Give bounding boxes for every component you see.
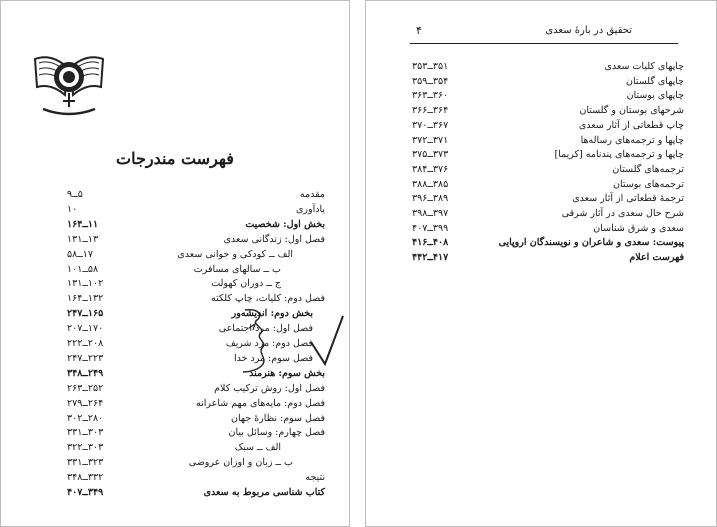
toc-entry-label: ب ــ سالهای مسافرت bbox=[193, 263, 281, 275]
toc-entry-pages: ۳۵۱ــ۳۵۳ bbox=[412, 61, 449, 72]
toc-entry-label: فصل دوم: مرد شریف bbox=[225, 338, 313, 349]
toc-row bbox=[412, 133, 684, 148]
toc-row bbox=[412, 162, 684, 177]
toc-entry-label: فصل اول: روش ترکیب کلام bbox=[214, 382, 325, 394]
toc-entry-label: بخش اول: شخصیت bbox=[245, 218, 325, 230]
toc-entry-pages: ۱۷۰ــ۲۰۷ bbox=[67, 323, 104, 335]
toc-entry-pages: ۲۵۲ــ۲۶۳ bbox=[67, 382, 104, 394]
toc-entry-pages: ۳۶۷ــ۳۷۰ bbox=[412, 119, 449, 131]
toc-row bbox=[67, 470, 325, 485]
toc-entry-pages: ۱۳۲ــ۱۶۴ bbox=[67, 293, 104, 305]
right-page bbox=[365, 0, 717, 527]
toc-entry-pages: ۱۶۵ــ۲۴۷ bbox=[67, 308, 104, 320]
toc-entry-label: یادآوری bbox=[295, 203, 325, 215]
toc-entry-pages: ۵۸ــ۱۰۱ bbox=[67, 263, 99, 275]
toc-row bbox=[67, 455, 325, 470]
toc-row bbox=[67, 202, 325, 217]
toc-row bbox=[67, 276, 325, 291]
toc-row bbox=[412, 235, 684, 250]
toc-entry-pages: ۳۸۹ــ۳۹۶ bbox=[412, 193, 449, 205]
toc-entry-label: چاپهای گلستان bbox=[625, 75, 684, 87]
toc-row bbox=[67, 187, 325, 202]
toc-entry-label: فصل سوم: مرد خدا bbox=[233, 352, 313, 364]
toc-entry-label: شرحهای بوستان و گلستان bbox=[579, 105, 684, 117]
left-page bbox=[0, 0, 350, 527]
toc-entry-pages: ۲۴۹ــ۳۴۸ bbox=[67, 367, 104, 379]
toc-entry-pages: ۳۶۰ــ۳۶۳ bbox=[412, 90, 449, 102]
toc-entry-pages: ۳۴۹ــ۴۰۷ bbox=[67, 487, 104, 498]
toc-entry-pages: ۳۶۴ــ۳۶۶ bbox=[412, 105, 449, 117]
page-number: ۴ bbox=[416, 24, 422, 37]
toc-entry-label: الف ــ کودکی و جوانی سعدی bbox=[177, 248, 293, 260]
toc-row bbox=[412, 206, 684, 221]
running-header bbox=[410, 23, 678, 44]
toc-entry-pages: ۳۹۷ــ۳۹۸ bbox=[412, 208, 449, 219]
toc-row bbox=[67, 485, 325, 500]
toc-row bbox=[67, 247, 325, 262]
toc-entry-label: مقدمه bbox=[299, 189, 325, 200]
toc-entry-pages: ۳۰۳ــ۳۳۱ bbox=[67, 427, 104, 439]
toc-entry-pages: ۳۲۳ــ۳۳۱ bbox=[67, 457, 104, 469]
toc-entry-label: سعدی و شرق شناسان bbox=[593, 222, 684, 234]
toc-entry-label: چاپ قطعاتی از آثار سعدی bbox=[578, 119, 684, 131]
toc-entry-pages: ۱۳ــ۱۳۱ bbox=[67, 233, 99, 245]
toc-entry-label: کتاب شناسی مربوط به سعدی bbox=[203, 487, 325, 498]
toc-entry-label: پیوست: سعدی و شاعران و نویسندگان اروپایی bbox=[498, 237, 684, 249]
toc-entry-pages: ۳۵۴ــ۳۵۹ bbox=[412, 75, 449, 87]
toc-entry-pages: ۲۲۳ــ۲۴۷ bbox=[67, 352, 104, 364]
toc-row bbox=[412, 221, 684, 236]
toc-entry-label: چاپها و ترجمه‌های رساله‌ها bbox=[580, 134, 684, 146]
toc-entry-label: فصل سوم: نظارهٔ جهان bbox=[230, 412, 325, 424]
toc-row bbox=[67, 381, 325, 396]
toc-row bbox=[67, 217, 325, 232]
toc-entry-pages: ۴۱۷ــ۴۴۲ bbox=[412, 252, 449, 264]
toc-entry-label: الف ــ سبک bbox=[234, 442, 281, 454]
toc-row bbox=[412, 147, 684, 162]
toc-entry-label: فصل دوم: کلیات، چاپ کلکته bbox=[211, 293, 325, 305]
toc-row bbox=[412, 250, 684, 265]
toc-entry-pages: ۱۰ bbox=[67, 203, 78, 215]
toc-entry-label: ترجمه‌های گلستان bbox=[612, 163, 684, 175]
toc-entry-label: فهرست اعلام bbox=[629, 252, 684, 264]
toc-row bbox=[67, 291, 325, 306]
toc-row bbox=[67, 232, 325, 247]
toc-row bbox=[67, 440, 325, 455]
toc-row bbox=[412, 74, 684, 89]
toc-entry-label: ج ــ دوران کهولت bbox=[211, 278, 281, 290]
toc-row bbox=[67, 425, 325, 440]
toc-row bbox=[412, 191, 684, 206]
toc-entry-label: فصل اول: مرد اجتماعی bbox=[218, 323, 313, 335]
toc-row bbox=[67, 396, 325, 411]
toc-row bbox=[412, 177, 684, 192]
toc-entry-label: فصل اول: زندگانی سعدی bbox=[223, 233, 325, 245]
toc-entry-pages: ۲۸۰ــ۳۰۲ bbox=[67, 412, 104, 424]
toc-entry-pages: ۳۷۳ــ۳۷۵ bbox=[412, 149, 449, 161]
toc-title: فهرست مندرجات bbox=[116, 149, 234, 168]
toc-entry-label: بخش سوم: هنرمند bbox=[249, 367, 325, 379]
toc-entry-label: ترجمه‌های بوستان bbox=[613, 178, 684, 190]
handwritten-bracket-and-checkmark bbox=[237, 306, 349, 378]
running-header-title: تحقیق در بارهٔ سعدی bbox=[545, 25, 632, 36]
toc-entry-label: ترجمهٔ قطعاتی از آثار سعدی bbox=[572, 193, 684, 205]
toc-entry-label: ب ــ زبان و اوزان عروضی bbox=[188, 457, 293, 469]
toc-row bbox=[412, 59, 684, 74]
toc-entry-pages: ۳۷۱ــ۳۷۲ bbox=[412, 134, 449, 146]
toc-row bbox=[67, 411, 325, 426]
toc-entry-label: فصل دوم: مایه‌های مهم شاعرانه bbox=[196, 397, 325, 409]
toc-entry-pages: ۲۰۸ــ۲۲۲ bbox=[67, 338, 104, 349]
toc-entry-label: بخش دوم: اندیشه‌ور bbox=[231, 308, 313, 320]
emblem-logo bbox=[29, 49, 109, 121]
toc-entry-label: فصل چهارم: وسائل بیان bbox=[228, 427, 325, 439]
toc-entry-label: چاپهای کلیات سعدی bbox=[604, 61, 684, 72]
toc-row bbox=[67, 262, 325, 277]
toc-row bbox=[412, 103, 684, 118]
toc-entry-pages: ۲۶۴ــ۲۷۹ bbox=[67, 397, 104, 409]
toc-entry-pages: ۳۳۲ــ۳۴۸ bbox=[67, 472, 104, 484]
toc-entry-pages: ۵ــ۹ bbox=[67, 189, 83, 200]
toc-entry-pages: ۳۰۳ــ۳۲۲ bbox=[67, 442, 104, 454]
toc-entry-pages: ۱۱ــ۱۶۴ bbox=[67, 218, 99, 230]
toc-entry-pages: ۳۹۹ــ۴۰۷ bbox=[412, 222, 449, 234]
toc-entry-label: شرح حال سعدی در آثار شرقی bbox=[561, 208, 684, 219]
toc-entry-label: چاپهای بوستان bbox=[626, 90, 684, 102]
toc-entry-label: چاپها و ترجمه‌های پندنامه [کریما] bbox=[554, 149, 684, 161]
toc-entry-pages: ۴۰۸ــ۴۱۶ bbox=[412, 237, 449, 249]
toc-row bbox=[412, 88, 684, 103]
toc-entry-pages: ۱۷ــ۵۸ bbox=[67, 248, 94, 260]
toc-entry-pages: ۳۸۵ــ۳۸۸ bbox=[412, 178, 449, 190]
toc-row bbox=[412, 118, 684, 133]
toc-entry-label: نتیجه bbox=[305, 472, 325, 484]
toc-entry-pages: ۱۰۲ــ۱۳۱ bbox=[67, 278, 104, 290]
toc-entry-pages: ۳۷۶ــ۳۸۴ bbox=[412, 163, 449, 175]
